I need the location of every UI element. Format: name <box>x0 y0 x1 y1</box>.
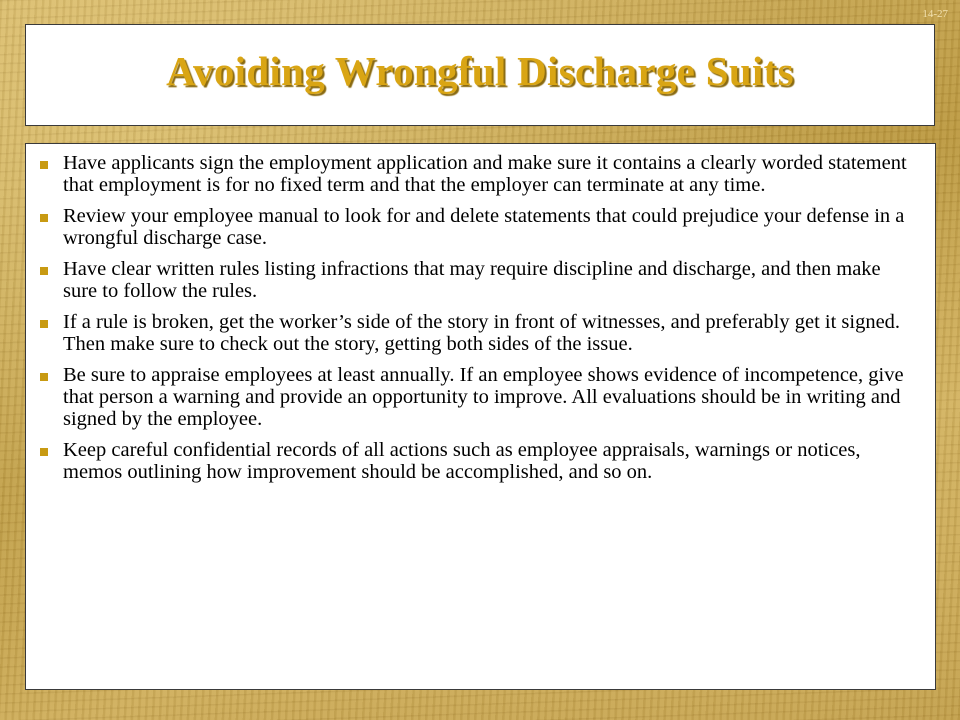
square-bullet-icon <box>40 267 48 275</box>
bullet-text: Be sure to appraise employees at least annually. If an employee shows evidence of incompetence, give that person a warning and provide an opportunity to improve. All evaluations should be in writing and signed by the employee. <box>63 364 904 430</box>
title-box <box>25 24 935 126</box>
bullet-item <box>38 439 915 483</box>
square-bullet-icon <box>40 373 48 381</box>
bullet-item <box>38 205 915 249</box>
bullet-text: Have applicants sign the employment application and make sure it contains a clearly worded statement that employment is for no fixed term and that the employer can terminate at any time. <box>63 152 907 196</box>
square-bullet-icon <box>40 448 48 456</box>
bullet-item <box>38 311 915 355</box>
bullet-text: Have clear written rules listing infractions that may require discipline and discharge, and then make sure to follow the rules. <box>63 258 881 302</box>
bullet-list <box>38 152 915 483</box>
bullet-text: Keep careful confidential records of all actions such as employee appraisals, warnings or notices, memos outlining how improvement should be accomplished, and so on. <box>63 439 861 483</box>
square-bullet-icon <box>40 320 48 328</box>
bullet-text: Review your employee manual to look for and delete statements that could prejudice your defense in a wrongful discharge case. <box>63 205 905 249</box>
bullet-item <box>38 152 915 196</box>
bullet-item <box>38 258 915 302</box>
slide-number: 14-27 <box>922 8 948 20</box>
slide-title: Avoiding Wrongful Discharge Suits <box>166 48 794 94</box>
content-box <box>25 143 936 690</box>
square-bullet-icon <box>40 161 48 169</box>
square-bullet-icon <box>40 214 48 222</box>
bullet-text: If a rule is broken, get the worker’s side of the story in front of witnesses, and preferably get it signed. Then make sure to check out the story, getting both sides of the issue. <box>63 311 901 355</box>
bullet-item <box>38 364 915 430</box>
